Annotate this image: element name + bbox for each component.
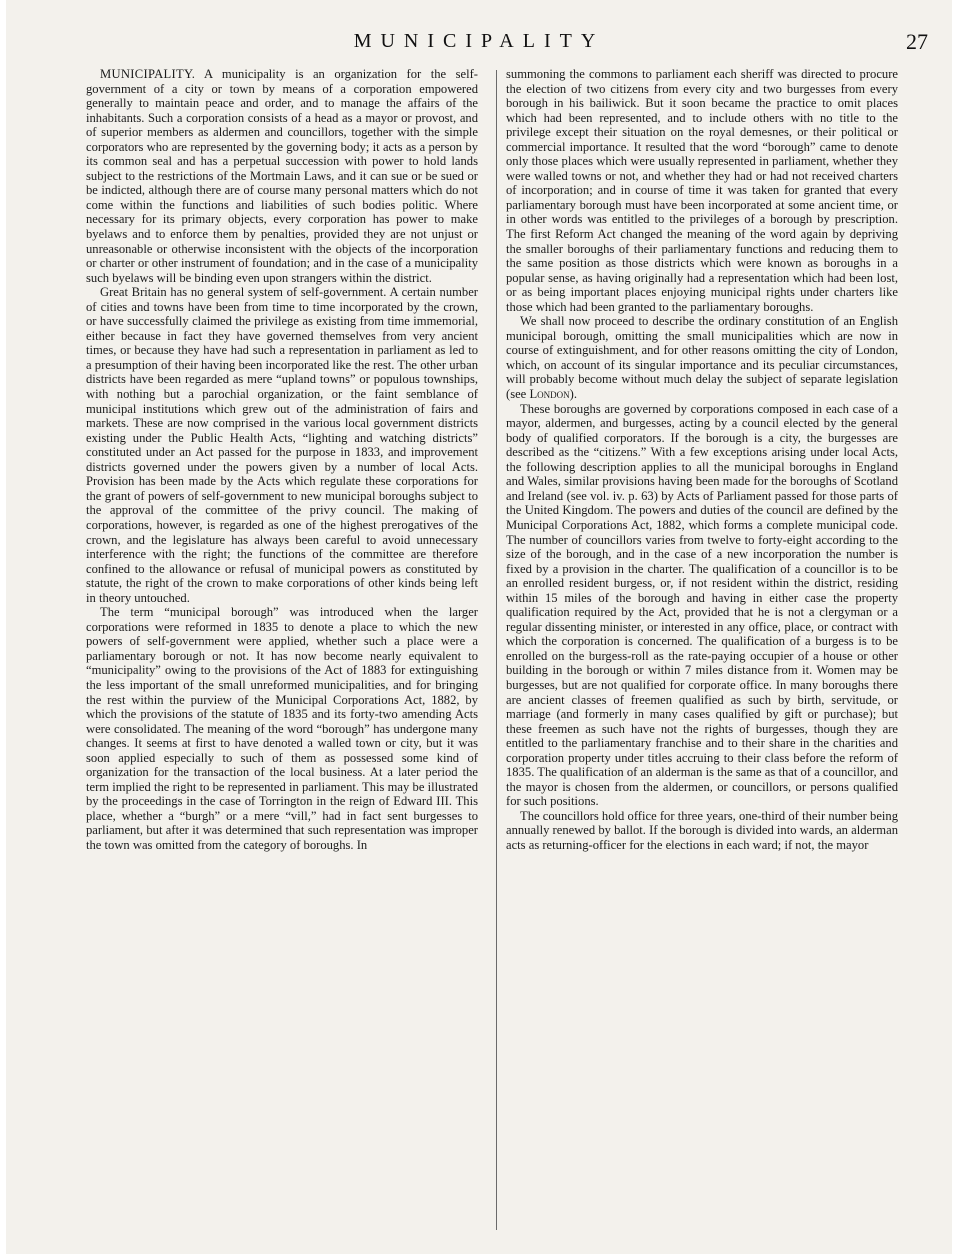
paragraph-great-britain: Great Britain has no general system of self-government. A certain number of cities and towns have been from time to time incorporated by the crown, or have successfully claimed the privilege as existing from time immemorial, either because in fact they have governed themselves from very ancient times, or because they have had such a representation in parliament as led to a presumption of their having been incorporated like the rest. The other urban districts have been regarded as mere “upland towns” or populous townships, with nothing but a parochial organization, or the faint semblance of municipal institutions which grew out of the administration of fairs and markets. These are now comprised in the various local government districts existing under the Public Health Acts, “lighting and watching districts” constituted under an Act passed for the purpose in 1833, and improvement districts governed under the powers given by a number of local Acts. Provision has been made by the Acts which regulate these corporations for the grant of powers of self-government to new municipal boroughs subject to the approval of the committee of the privy council. The making of corporations, however, is regarded as one of the highest prerogatives of the crown, and the legislature has always been careful to avoid unnecessary interference with the right; the functions of the committee are therefore confined to the allowance or refusal of municipal powers as constituted by statute, the right of the crown to make corporations of other kinds being left in theory untouched.: [86, 285, 478, 605]
cross-reference-london: London: [529, 387, 570, 402]
paragraph-english-borough-constitution: [506, 314, 898, 401]
paragraph-text: We shall now proceed to describe the ordinary constitution of an English municipal borough, omitting the small municipalities which are now in course of extinguishment, and for other reasons omitting the city of London, which, on account of its singular importance and its peculiar circumstances, will probably become without much delay the subject of separate legislation (see: [506, 314, 898, 402]
paragraph-text: A municipality is an organization for the self-government of a city or town by means of a corporation empowered generally to maintain peace and order, and to manage the affairs of the inhabitants. Such a corporation consists of a head as a mayor or provost, and of superior members as aldermen and councillors, together with the simple corporators who are represented by the governing body; it acts as a person by its common seal and has a perpetual succession with power to hold lands subject to the restrictions of the Mortmain Laws, and it can sue or be sued or be indicted, although there are of course many personal matters which do not come within the functions and liabilities of such bodies politic. Where necessary for its primary objects, every corporation has power to make byelaws and to enforce them by penalties, provided they are not unjust or unreasonable or otherwise inconsistent with the objects of the incorporation or charter or other instrument of foundation; and in the case of a municipality such byelaws will be binding even upon strangers within the district.: [86, 67, 478, 285]
paragraph-boroughs-governed: These boroughs are governed by corporations composed in each case of a mayor, aldermen, and burgesses, acting by a council elected by the general body of qualified corporators. If the borough is a city, the burgesses are described as the “citizens.” With a few exceptions arising under local Acts, the following description applies to all the municipal boroughs in England and Wales, similar provisions having been made for the boroughs of Scotland and Ireland (see vol. iv. p. 63) by Acts of Parliament passed for those parts of the United Kingdom. The powers and duties of the council are defined by the Municipal Corporations Act, 1882, which forms a complete municipal code. The number of councillors varies from twelve to forty-eight according to the size of the borough, and in the case of a new incorporation the number is fixed by a provision in the charter. The qualification of a councillor is to be an enrolled resident burgess, or, if not resident within the district, residing within 15 miles of the borough and having in either case the property qualification required by the Act, provided that he is not a clergyman or a regular dissenting minister, or interested in any office, place, or contract with which the corporation is concerned. The qualification of a burgess is to be enrolled on the burgess-roll as the rate-paying occupier of a house or other building in the borough or within 7 miles distance from it. Women may be burgesses, but are not qualified for corporate office. In many boroughs there are ancient classes of freemen qualified as such by birth, servitude, or marriage (and formerly in many cases qualified by gift or purchase); but these freemen as such have not the rights of burgesses, though they are entitled to the parliamentary franchise and to their share in the charities and corporation property under titles accruing to their class before the reform of 1835. The qualification of an alderman is the same as that of a councillor, and the mayor is chosen from the aldermen, or councillors, or persons qualified for such positions.: [506, 401, 898, 809]
page: [6, 0, 952, 1254]
paragraph-municipal-borough: The term “municipal borough” was introduced when the larger corporations were reformed in 1835 to denote a place to which the new powers of self-government were applied, whether such a place were a parliamentary borough or not. It has now become nearly equivalent to “municipality” owing to the provisions of the Act of 1883 for extinguishing the less important of the small unreformed municipalities, and for bringing the rest within the purview of the Municipal Corporations Act, 1882, by which the provisions of the statute of 1835 and its forty-two amending Acts were consolidated. The meaning of the word “borough” has undergone many changes. It seems at first to have denoted a walled town or city, but it was soon applied especially to such of them as possessed some kind of organization for the transaction of the local business. At a later period the term implied the right to be represented in parliament. This may be illustrated by the proceedings in the case of Torrington in the reign of Edward III. This place, whether a “burgh” or a mere “vill,” had in fact sent burgesses to parliament, but after it was determined that such representation was improper the town was omitted from the category of boroughs. In: [86, 605, 478, 852]
headword: MUNICIPALITY.: [100, 67, 196, 81]
paragraph-summoning-commons: summoning the commons to parliament each sheriff was directed to procure the election of two citizens from every city and two burgesses from every borough in his bailiwick. But it soon became the practice to omit places which had been represented, and to include others with no title to the privilege except their situation on the royal demesnes, or their political or commercial importance. It resulted that the word “borough” came to denote only those places which were usually represented in parliament, whether they were walled towns or not, and whether they had or had not received charters of incorporation; and in course of time it was taken for granted that every parliamentary borough must have been incorporated at some ancient time, or in other words was entitled to the privileges of a borough by prescription. The first Reform Act changed the meaning of the word again by depriving the smaller boroughs of their parliamentary functions and reducing them to the same position as those districts which were known as boroughs in a popular sense, as having originally had a representation which had been lost, or as being important places enjoying municipal rights under charters like those which had been granted to the parliamentary boroughs.: [506, 67, 898, 314]
page-header: [6, 30, 952, 62]
page-number: 27: [906, 29, 928, 54]
column-divider: [496, 70, 497, 1230]
paragraph-municipality-definition: [86, 67, 478, 285]
right-column: [506, 67, 898, 853]
running-head: MUNICIPALITY: [353, 30, 605, 52]
paragraph-text-end: ).: [569, 387, 577, 402]
left-column: [86, 67, 478, 853]
paragraph-councillors-office: The councillors hold office for three years, one-third of their number being annually renewed by ballot. If the borough is divided into wards, an alderman acts as returning-officer for the elections in each ward; if not, the mayor: [506, 808, 898, 852]
